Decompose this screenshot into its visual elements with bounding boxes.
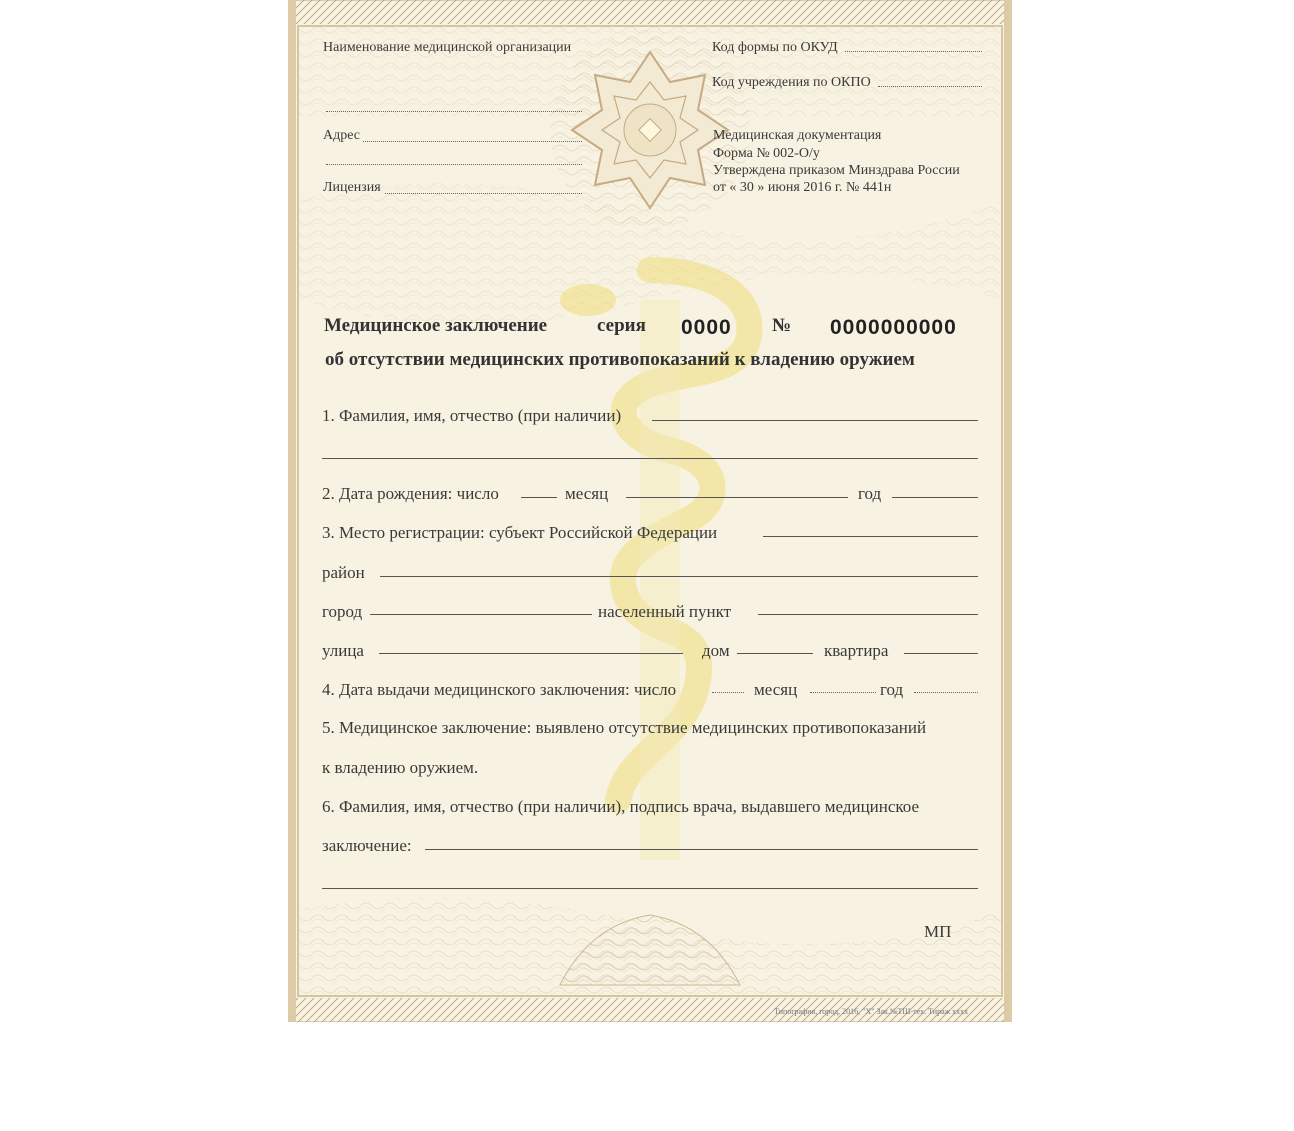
title-line-1: Медицинское заключение [324, 315, 548, 336]
city-field[interactable] [370, 614, 592, 615]
approved-date: от « 30 » июня 2016 г. № 441н [713, 180, 892, 195]
apartment-label: квартира [824, 641, 889, 660]
city-label: город [322, 602, 363, 621]
street-field[interactable] [379, 653, 683, 654]
okud-field[interactable] [845, 51, 982, 52]
field-2-label: 2. Дата рождения: число [322, 484, 499, 503]
org-name-field[interactable] [326, 111, 582, 112]
okpo-field[interactable] [878, 86, 982, 87]
birth-month-label: месяц [565, 484, 609, 503]
field-3-label: 3. Место регистрации: субъект Российской Федерации [322, 523, 718, 542]
birth-month-field[interactable] [626, 497, 848, 498]
region-field[interactable] [763, 536, 978, 537]
field-5-line-1: 5. Медицинское заключение: выявлено отсутствие медицинских противопоказаний [322, 718, 927, 737]
house-field[interactable] [737, 653, 813, 654]
birth-year-field[interactable] [892, 497, 978, 498]
full-name-field-2[interactable] [322, 458, 978, 459]
birth-day-field[interactable] [521, 497, 557, 498]
district-label: район [322, 563, 365, 582]
locality-field[interactable] [758, 614, 978, 615]
field-6-line-2: заключение: [322, 836, 412, 855]
address-field-2[interactable] [326, 164, 582, 165]
printing-footer: Типография, город, 2016, "Х" Зак.№ТШ-тех. Тираж хххх [774, 1007, 969, 1016]
number-value: 0000000000 [830, 316, 957, 339]
form-number: Форма № 002-О/у [713, 146, 820, 161]
house-label: дом [702, 641, 730, 660]
approved-by: Утверждена приказом Минздрава России [713, 163, 960, 178]
issue-month-field[interactable] [810, 692, 876, 693]
doctor-signature-field[interactable] [425, 849, 978, 850]
doctor-signature-field-2[interactable] [322, 888, 978, 889]
field-4-label: 4. Дата выдачи медицинского заключения: число [322, 680, 677, 699]
issue-day-field[interactable] [712, 692, 744, 693]
doc-type: Медицинская документация [713, 128, 882, 143]
stamp-place: МП [924, 922, 952, 941]
okpo-label: Код учреждения по ОКПО [712, 75, 871, 90]
medical-certificate-form [288, 0, 1012, 1022]
field-5-line-2: к владению оружием. [322, 758, 479, 777]
number-label: № [772, 315, 792, 336]
series-value: 0000 [681, 316, 732, 339]
issue-year-label: год [880, 680, 904, 699]
issue-month-label: месяц [754, 680, 798, 699]
top-border-band [288, 0, 1012, 24]
field-6-line-1: 6. Фамилия, имя, отчество (при наличии), подпись врача, выдавшего медицинское [322, 797, 920, 816]
guilloche-background [288, 0, 1012, 1022]
district-field[interactable] [380, 576, 978, 577]
org-name-label: Наименование медицинской организации [323, 40, 572, 55]
apartment-field[interactable] [904, 653, 978, 654]
title-line-2: об отсутствии медицинских противопоказаний к владению оружием [325, 349, 915, 370]
field-1-label: 1. Фамилия, имя, отчество (при наличии) [322, 406, 622, 425]
birth-year-label: год [858, 484, 882, 503]
okud-label: Код формы по ОКУД [712, 40, 838, 55]
address-field[interactable] [363, 141, 582, 142]
license-label: Лицензия [323, 180, 381, 195]
series-label: серия [597, 315, 646, 336]
address-label: Адрес [323, 128, 361, 143]
issue-year-field[interactable] [914, 692, 978, 693]
license-field[interactable] [385, 193, 582, 194]
full-name-field[interactable] [652, 420, 978, 421]
locality-label: населенный пункт [598, 602, 732, 621]
street-label: улица [322, 641, 364, 660]
